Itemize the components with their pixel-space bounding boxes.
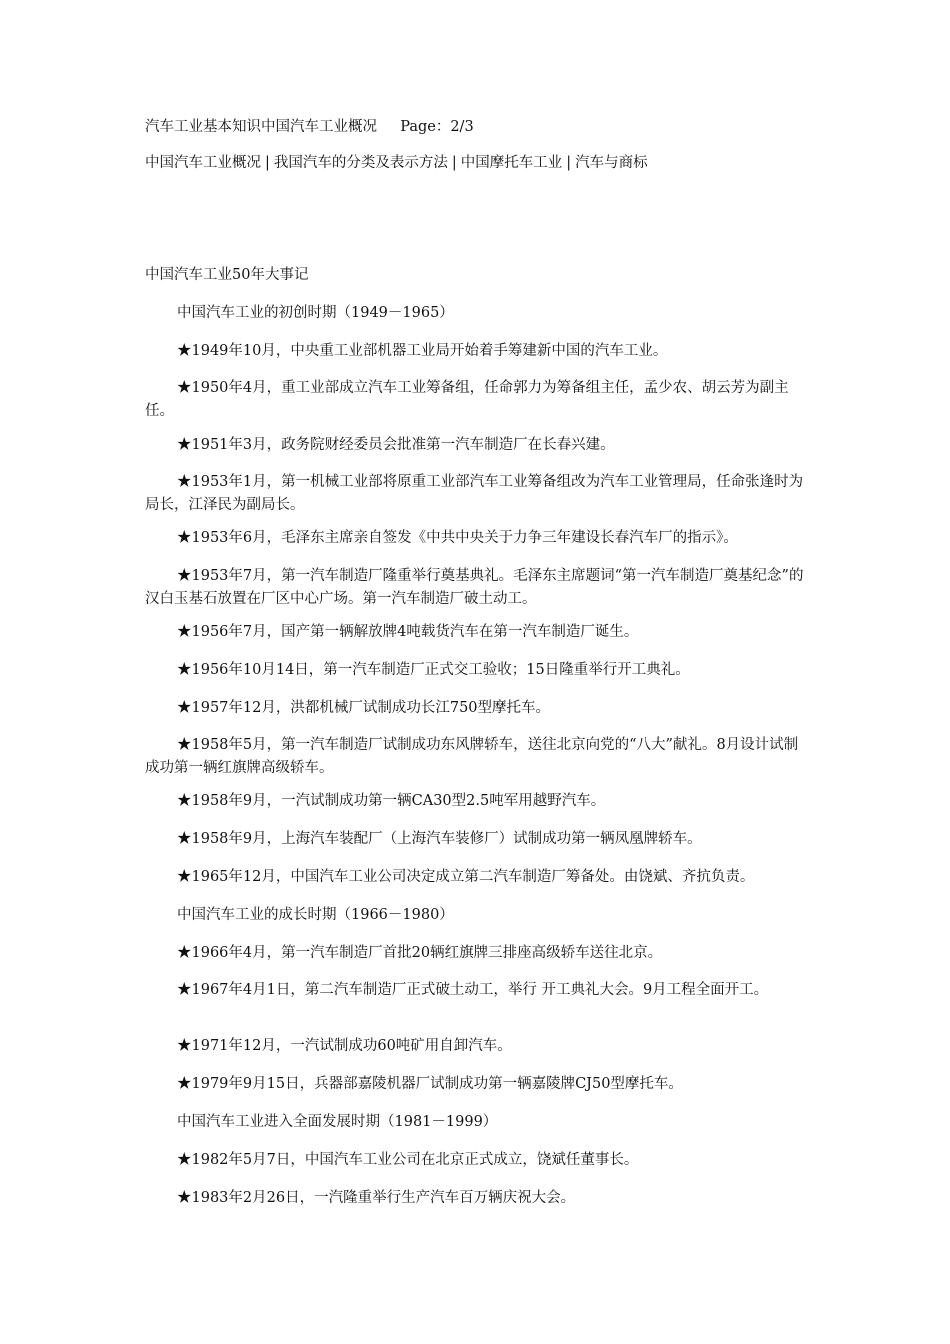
event-item: ★1958年9月，上海汽车装配厂（上海汽车装修厂）试制成功第一辆凤凰牌轿车。 (177, 831, 702, 847)
event-item: ★1949年10月，中央重工业部机器工业局开始着手筹建新中国的汽车工业。 (177, 343, 668, 359)
event-item: ★1967年4月1日，第二汽车制造厂正式破土动工，举行 开工典礼大会。9月工程全面开工。 (177, 982, 769, 998)
event-item: ★1956年7月，国产第一辆解放牌4吨载货汽车在第一汽车制造厂诞生。 (177, 624, 639, 640)
event-item: ★1957年12月，洪都机械厂试制成功长江750型摩托车。 (177, 700, 551, 716)
event-item: ★1950年4月，重工业部成立汽车工业筹备组，任命郭力为筹备组主任，孟少农、胡云芳为副主任。 (145, 380, 789, 419)
page-indicator: Page：2/3 (400, 119, 474, 135)
event-item: ★1958年5月，第一汽车制造厂试制成功东风牌轿车，送往北京向党的“八大”献礼。8月设计试制成功第一辆红旗牌高级轿车。 (145, 737, 799, 776)
period-heading-3: 中国汽车工业进入全面发展时期（1981－1999） (177, 1114, 498, 1130)
event-item: ★1951年3月，政务院财经委员会批准第一汽车制造厂在长春兴建。 (177, 437, 615, 453)
section-nav (145, 152, 810, 175)
event-item: ★1956年10月14日，第一汽车制造厂正式交工验收；15日隆重举行开工典礼。 (177, 662, 690, 678)
event-item: ★1983年2月26日，一汽隆重举行生产汽车百万辆庆祝大会。 (177, 1190, 576, 1206)
event-item: ★1958年9月，一汽试制成功第一辆CA30型2.5吨军用越野汽车。 (177, 793, 606, 809)
event-item: ★1965年12月，中国汽车工业公司决定成立第二汽车制造厂筹备处。由饶斌、齐抗负责。 (177, 869, 755, 885)
article-heading: 中国汽车工业50年大事记 (145, 267, 309, 283)
period-heading-2: 中国汽车工业的成长时期（1966－1980） (177, 907, 454, 923)
event-item: ★1966年4月，第一汽车制造厂首批20辆红旗牌三排座高级轿车送往北京。 (177, 945, 663, 961)
event-item: ★1953年1月，第一机械工业部将原重工业部汽车工业筹备组改为汽车工业管理局，任命张逢时为局长，江泽民为副局长。 (145, 474, 804, 513)
nav-separator: | (566, 155, 572, 171)
page-header (145, 116, 810, 139)
nav-link-classification[interactable]: 我国汽车的分类及表示方法 (273, 155, 448, 171)
nav-separator: | (451, 155, 457, 171)
nav-link-trademarks[interactable]: 汽车与商标 (575, 155, 648, 171)
period-heading-1: 中国汽车工业的初创时期（1949－1965） (177, 305, 454, 321)
event-item: ★1953年7月，第一汽车制造厂隆重举行奠基典礼。毛泽东主席题词“第一汽车制造厂奠基纪念”的汉白玉基石放置在厂区中心广场。第一汽车制造厂破土动工。 (145, 568, 804, 607)
nav-separator: | (265, 155, 270, 171)
event-item: ★1979年9月15日，兵器部嘉陵机器厂试制成功第一辆嘉陵牌CJ50型摩托车。 (177, 1076, 683, 1092)
event-item: ★1971年12月，一汽试制成功60吨矿用自卸汽车。 (177, 1038, 512, 1054)
event-item: ★1982年5月7日，中国汽车工业公司在北京正式成立，饶斌任董事长。 (177, 1152, 639, 1168)
nav-link-overview[interactable]: 中国汽车工业概况 (145, 155, 261, 171)
event-item: ★1953年6月，毛泽东主席亲自签发《中共中央关于力争三年建设长春汽车厂的指示》。 (177, 530, 738, 546)
nav-link-motorcycle[interactable]: 中国摩托车工业 (460, 155, 563, 171)
document-title: 汽车工业基本知识中国汽车工业概况 (145, 119, 377, 135)
